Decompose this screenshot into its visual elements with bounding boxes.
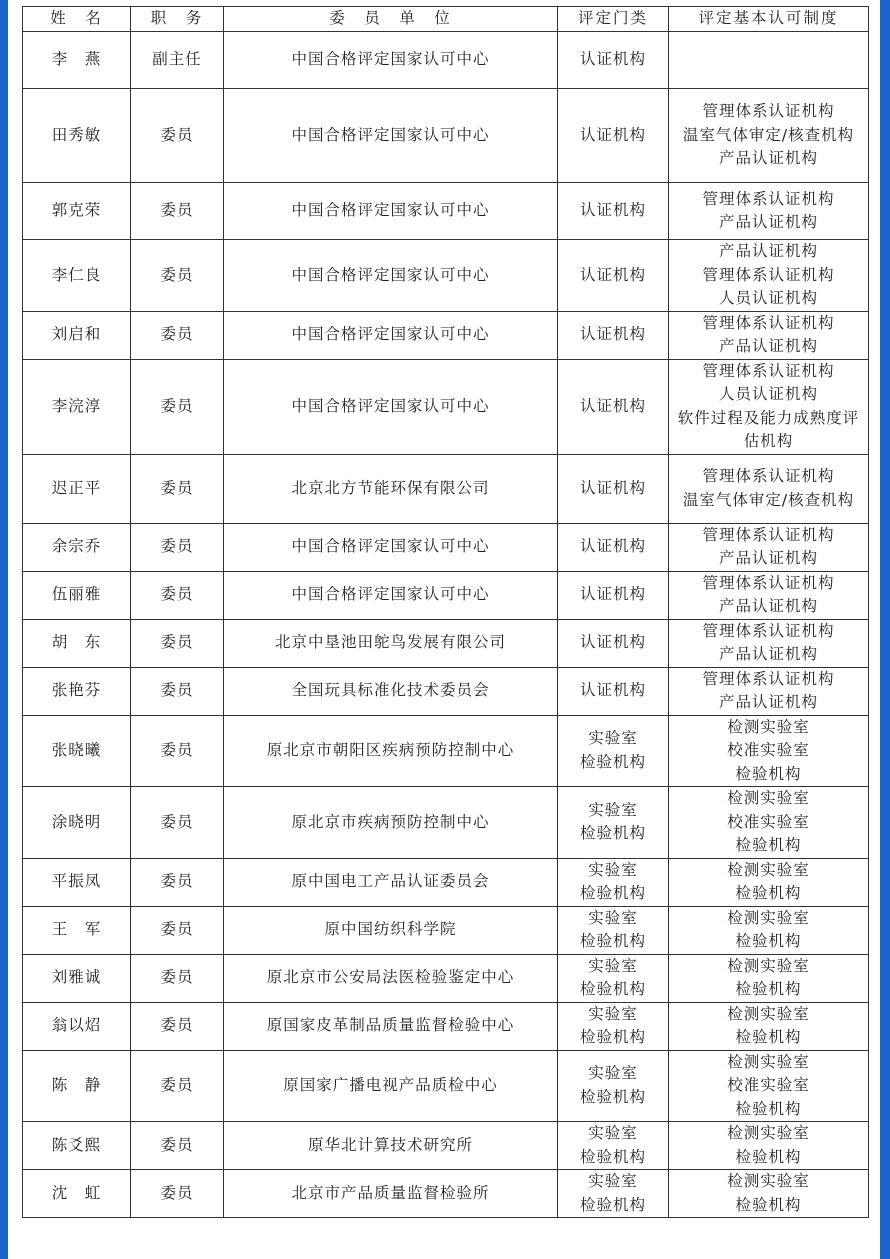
cell-basis: 管理体系认证机构 产品认证机构 — [669, 311, 869, 359]
cell-role: 委员 — [131, 787, 224, 859]
cell-name: 平振凤 — [23, 858, 131, 906]
cell-unit: 北京市产品质量监督检验所 — [224, 1170, 558, 1218]
cell-name: 胡 东 — [23, 619, 131, 667]
cell-unit: 原中国纺织科学院 — [224, 906, 558, 954]
cell-category: 实验室 检验机构 — [558, 1122, 669, 1170]
table-row — [23, 715, 869, 787]
cell-name: 涂晓明 — [23, 787, 131, 859]
cell-basis: 管理体系认证机构 产品认证机构 — [669, 523, 869, 571]
cell-basis: 检测实验室 检验机构 — [669, 1122, 869, 1170]
cell-name: 陈爻熙 — [23, 1122, 131, 1170]
table-row — [23, 954, 869, 1002]
cell-category: 认证机构 — [558, 89, 669, 183]
cell-unit: 原华北计算技术研究所 — [224, 1122, 558, 1170]
cell-unit: 中国合格评定国家认可中心 — [224, 311, 558, 359]
table-row — [23, 619, 869, 667]
right-border-bar — [880, 0, 890, 1259]
cell-basis: 检测实验室 检验机构 — [669, 1002, 869, 1050]
table-row — [23, 183, 869, 240]
cell-unit: 中国合格评定国家认可中心 — [224, 32, 558, 89]
header-role: 职 务 — [131, 7, 224, 32]
cell-name: 迟正平 — [23, 454, 131, 523]
cell-name: 刘雅诚 — [23, 954, 131, 1002]
cell-category: 认证机构 — [558, 523, 669, 571]
header-unit: 委 员 单 位 — [224, 7, 558, 32]
cell-category: 实验室 检验机构 — [558, 787, 669, 859]
cell-role: 委员 — [131, 1050, 224, 1122]
cell-category: 认证机构 — [558, 571, 669, 619]
cell-role: 委员 — [131, 1002, 224, 1050]
cell-role: 委员 — [131, 715, 224, 787]
cell-basis: 检测实验室 校准实验室 检验机构 — [669, 1050, 869, 1122]
table-row — [23, 240, 869, 312]
cell-name: 郭克荣 — [23, 183, 131, 240]
cell-basis: 检测实验室 校准实验室 检验机构 — [669, 715, 869, 787]
cell-basis: 管理体系认证机构 产品认证机构 — [669, 183, 869, 240]
header-basis: 评定基本认可制度 — [669, 7, 869, 32]
table-row — [23, 1050, 869, 1122]
cell-unit: 原国家皮革制品质量监督检验中心 — [224, 1002, 558, 1050]
cell-unit: 中国合格评定国家认可中心 — [224, 240, 558, 312]
table-row — [23, 858, 869, 906]
cell-unit: 中国合格评定国家认可中心 — [224, 89, 558, 183]
cell-role: 委员 — [131, 89, 224, 183]
cell-role: 委员 — [131, 454, 224, 523]
cell-category: 认证机构 — [558, 240, 669, 312]
cell-basis: 管理体系认证机构 产品认证机构 — [669, 667, 869, 715]
cell-unit: 原国家广播电视产品质检中心 — [224, 1050, 558, 1122]
cell-role: 委员 — [131, 858, 224, 906]
cell-role: 委员 — [131, 523, 224, 571]
cell-name: 陈 静 — [23, 1050, 131, 1122]
cell-basis: 检测实验室 检验机构 — [669, 858, 869, 906]
cell-role: 委员 — [131, 954, 224, 1002]
table-row — [23, 1002, 869, 1050]
cell-category: 实验室 检验机构 — [558, 954, 669, 1002]
cell-category: 认证机构 — [558, 667, 669, 715]
cell-unit: 中国合格评定国家认可中心 — [224, 571, 558, 619]
table-row — [23, 906, 869, 954]
cell-unit: 中国合格评定国家认可中心 — [224, 523, 558, 571]
cell-category: 实验室 检验机构 — [558, 715, 669, 787]
cell-unit: 全国玩具标准化技术委员会 — [224, 667, 558, 715]
cell-role: 委员 — [131, 1170, 224, 1218]
cell-name: 刘启和 — [23, 311, 131, 359]
cell-name: 李 燕 — [23, 32, 131, 89]
cell-category: 认证机构 — [558, 311, 669, 359]
cell-name: 沈 虹 — [23, 1170, 131, 1218]
cell-category: 实验室 检验机构 — [558, 1050, 669, 1122]
cell-role: 委员 — [131, 667, 224, 715]
header-row — [23, 7, 869, 32]
cell-basis: 管理体系认证机构 温室气体审定/核查机构 产品认证机构 — [669, 89, 869, 183]
cell-role: 委员 — [131, 571, 224, 619]
cell-basis: 检测实验室 检验机构 — [669, 906, 869, 954]
cell-role: 委员 — [131, 240, 224, 312]
cell-basis: 管理体系认证机构 产品认证机构 — [669, 619, 869, 667]
left-border-bar — [0, 0, 8, 1259]
cell-role: 委员 — [131, 906, 224, 954]
cell-category: 认证机构 — [558, 183, 669, 240]
cell-basis: 管理体系认证机构 人员认证机构 软件过程及能力成熟度评估机构 — [669, 359, 869, 454]
table-row — [23, 1170, 869, 1218]
committee-members-table — [22, 6, 869, 1218]
cell-category: 实验室 检验机构 — [558, 906, 669, 954]
table-row — [23, 89, 869, 183]
table-row — [23, 571, 869, 619]
table-row — [23, 32, 869, 89]
cell-name: 余宗乔 — [23, 523, 131, 571]
cell-basis: 管理体系认证机构 温室气体审定/核查机构 — [669, 454, 869, 523]
header-category: 评定门类 — [558, 7, 669, 32]
cell-name: 伍丽雅 — [23, 571, 131, 619]
cell-unit: 中国合格评定国家认可中心 — [224, 183, 558, 240]
cell-category: 认证机构 — [558, 359, 669, 454]
cell-name: 李仁良 — [23, 240, 131, 312]
cell-role: 委员 — [131, 1122, 224, 1170]
table-row — [23, 359, 869, 454]
cell-unit: 中国合格评定国家认可中心 — [224, 359, 558, 454]
cell-role: 委员 — [131, 619, 224, 667]
cell-basis: 检测实验室 检验机构 — [669, 954, 869, 1002]
cell-unit: 原北京市朝阳区疾病预防控制中心 — [224, 715, 558, 787]
cell-category: 实验室 检验机构 — [558, 1002, 669, 1050]
cell-unit: 北京中垦池田鸵鸟发展有限公司 — [224, 619, 558, 667]
cell-basis — [669, 32, 869, 89]
cell-category: 认证机构 — [558, 619, 669, 667]
cell-name: 张晓曦 — [23, 715, 131, 787]
cell-category: 实验室 检验机构 — [558, 1170, 669, 1218]
cell-unit: 北京北方节能环保有限公司 — [224, 454, 558, 523]
table-row — [23, 454, 869, 523]
cell-unit: 原中国电工产品认证委员会 — [224, 858, 558, 906]
table-row — [23, 787, 869, 859]
cell-role: 委员 — [131, 359, 224, 454]
cell-unit: 原北京市疾病预防控制中心 — [224, 787, 558, 859]
table-row — [23, 1122, 869, 1170]
cell-name: 张艳芬 — [23, 667, 131, 715]
cell-role: 委员 — [131, 183, 224, 240]
cell-category: 认证机构 — [558, 454, 669, 523]
cell-category: 实验室 检验机构 — [558, 858, 669, 906]
cell-role: 副主任 — [131, 32, 224, 89]
cell-role: 委员 — [131, 311, 224, 359]
cell-unit: 原北京市公安局法医检验鉴定中心 — [224, 954, 558, 1002]
cell-basis: 管理体系认证机构 产品认证机构 — [669, 571, 869, 619]
cell-name: 李浣淳 — [23, 359, 131, 454]
cell-basis: 检测实验室 校准实验室 检验机构 — [669, 787, 869, 859]
header-name: 姓 名 — [23, 7, 131, 32]
table-row — [23, 523, 869, 571]
cell-name: 田秀敏 — [23, 89, 131, 183]
cell-name: 翁以炤 — [23, 1002, 131, 1050]
cell-category: 认证机构 — [558, 32, 669, 89]
table-row — [23, 311, 869, 359]
cell-basis: 检测实验室 检验机构 — [669, 1170, 869, 1218]
cell-basis: 产品认证机构 管理体系认证机构 人员认证机构 — [669, 240, 869, 312]
cell-name: 王 军 — [23, 906, 131, 954]
table-row — [23, 667, 869, 715]
